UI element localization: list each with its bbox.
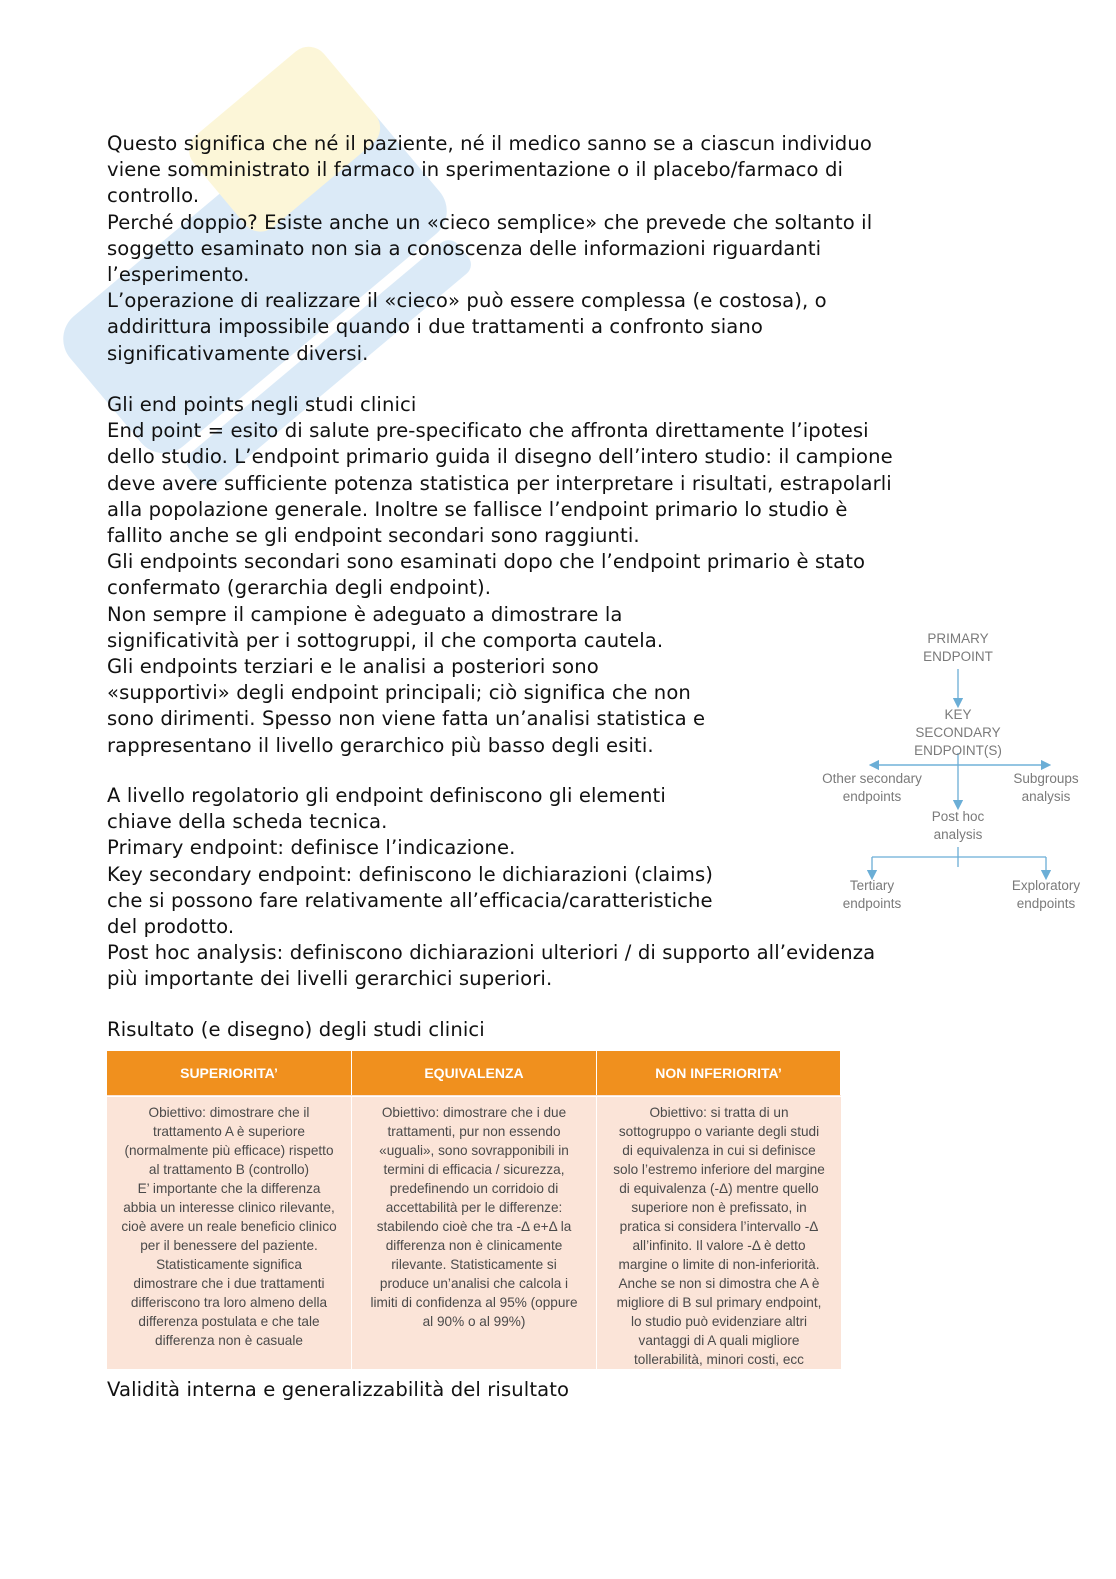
text-line: chiave della scheda tecnica. bbox=[107, 810, 388, 834]
heading-results: Risultato (e disegno) degli studi clinici bbox=[107, 1018, 485, 1041]
text-line: Questo significa che né il paziente, né il medico sanno se a ciascun individuo bbox=[107, 132, 872, 155]
text-line: confermato (gerarchia degli endpoint). bbox=[107, 576, 492, 600]
section-heading: Gli end points negli studi clinici bbox=[107, 393, 417, 416]
cell-line: margine o limite di non-inferiorità. bbox=[618, 1256, 820, 1272]
text-line: Post hoc analysis: definiscono dichiarazioni ulteriori / di supporto all’evidenza bbox=[107, 941, 876, 965]
cell-line: trattamento A è superiore bbox=[153, 1123, 305, 1139]
text-line: dello studio. L’endpoint primario guida il disegno dell’intero studio: il campione bbox=[107, 445, 893, 469]
cell-line: rilevante. Statisticamente si bbox=[391, 1256, 557, 1272]
node-subgroups-1: Subgroups bbox=[1013, 771, 1079, 786]
text-line: L’operazione di realizzare il «cieco» può essere complessa (e costosa), o bbox=[107, 289, 827, 313]
node-other-secondary-2: endpoints bbox=[842, 789, 902, 804]
study-design-table bbox=[107, 1051, 841, 1369]
cell-line: stabilendo cioè che tra -Δ e+Δ la bbox=[376, 1218, 572, 1234]
table-header: EQUIVALENZA bbox=[352, 1051, 597, 1095]
cell-line: termini di efficacia / sicurezza, bbox=[383, 1161, 565, 1177]
cell-line: di equivalenza in cui si definisce bbox=[622, 1142, 816, 1158]
cell-line: al trattamento B (controllo) bbox=[148, 1161, 310, 1177]
cell-line: al 90% o al 99%) bbox=[422, 1313, 526, 1329]
cell-line: Anche se non si dimostra che A è bbox=[618, 1275, 820, 1291]
cell-line: differenza postulata e che tale bbox=[138, 1313, 320, 1329]
text-line: significatività per i sottogruppi, il che comporta cautela. bbox=[107, 628, 664, 652]
cell-line: pratica si considera l’intervallo -Δ bbox=[619, 1218, 819, 1234]
cell-line: differenza non è casuale bbox=[155, 1332, 303, 1348]
text-line: soggetto esaminato non sia a conoscenza delle informazioni riguardanti bbox=[107, 236, 822, 260]
cell-line: differiscono tra loro almeno della bbox=[130, 1294, 328, 1310]
text-line: che si possono fare relativamente all’efficacia/caratteristiche bbox=[107, 888, 713, 912]
cell-line: Statisticamente significa bbox=[156, 1256, 302, 1272]
table-cell-non-inferiority bbox=[597, 1096, 841, 1370]
heading-validity: Validità interna e generalizzabilità del risultato bbox=[107, 1378, 570, 1401]
table-header: SUPERIORITA’ bbox=[107, 1051, 352, 1095]
node-primary-2: ENDPOINT bbox=[923, 649, 993, 664]
node-primary-1: PRIMARY bbox=[927, 631, 989, 646]
table-cell-equivalence bbox=[352, 1096, 597, 1370]
node-key-secondary-2: SECONDARY bbox=[915, 725, 1001, 740]
text-line: l’esperimento. bbox=[107, 263, 250, 287]
text-line: fallito anche se gli endpoint secondari sono raggiunti. bbox=[107, 524, 640, 548]
cell-line: per il benessere del paziente. bbox=[140, 1237, 318, 1253]
cell-line: produce un’analisi che calcola i bbox=[379, 1275, 569, 1291]
cell-line: (normalmente più efficace) rispetto bbox=[124, 1142, 334, 1158]
table-cell-superiority bbox=[107, 1096, 352, 1370]
cell-line: lo studio può evidenziare altri bbox=[630, 1313, 808, 1329]
cell-line: tollerabilità, minori costi, ecc bbox=[634, 1351, 804, 1367]
paragraph-blinding bbox=[107, 131, 872, 367]
text-line: rappresentano il livello gerarchico più basso degli esiti. bbox=[107, 733, 654, 757]
paragraph-regulatory bbox=[107, 783, 875, 993]
text-line: significativamente diversi. bbox=[107, 341, 369, 365]
cell-line: superiore non è prefissato, in bbox=[631, 1199, 807, 1215]
cell-line: differenza non è clinicamente bbox=[385, 1237, 563, 1253]
cell-line: vantaggi di A quali migliore bbox=[638, 1332, 800, 1348]
cell-line: di equivalenza (-Δ) mentre quello bbox=[619, 1180, 819, 1196]
text-line: viene somministrato il farmaco in sperimentazione o il placebo/farmaco di bbox=[107, 158, 844, 182]
text-line: alla popolazione generale. Inoltre se fallisce l’endpoint primario lo studio è bbox=[107, 497, 848, 521]
cell-line: Obiettivo: dimostrare che il bbox=[148, 1104, 310, 1120]
node-tertiary-2: endpoints bbox=[842, 896, 902, 911]
node-tertiary-1: Tertiary bbox=[849, 878, 895, 893]
node-key-secondary-3: ENDPOINT(S) bbox=[914, 743, 1002, 758]
text-line: Perché doppio? Esiste anche un «cieco semplice» che prevede che soltanto il bbox=[107, 210, 873, 234]
node-post-hoc-1: Post hoc bbox=[931, 809, 985, 824]
cell-line: abbia un interesse clinico rilevante, bbox=[123, 1199, 335, 1215]
text-line: del prodotto. bbox=[107, 915, 235, 939]
cell-line: dimostrare che i due trattamenti bbox=[133, 1275, 325, 1291]
cell-line: accettabilità per le differenze: bbox=[385, 1199, 563, 1215]
cell-line: limiti di confidenza al 95% (oppure bbox=[370, 1294, 578, 1310]
text-line: Primary endpoint: definisce l’indicazione. bbox=[107, 836, 516, 860]
text-line: controllo. bbox=[107, 184, 200, 208]
text-line: Non sempre il campione è adeguato a dimostrare la bbox=[107, 602, 623, 626]
node-key-secondary-1: KEY bbox=[944, 707, 972, 722]
text-line: sono dirimenti. Spesso non viene fatta un’analisi statistica e bbox=[107, 707, 706, 731]
node-exploratory-2: endpoints bbox=[1016, 896, 1076, 911]
cell-line: E’ importante che la differenza bbox=[137, 1180, 321, 1196]
text-line: addirittura impossibile quando i due trattamenti a confronto siano bbox=[107, 315, 764, 339]
text-line: «supportivi» degli endpoint principali; ciò significa che non bbox=[107, 681, 691, 705]
cell-line: Obiettivo: dimostrare che i due bbox=[381, 1104, 567, 1120]
text-line: Gli endpoints terziari e le analisi a posteriori sono bbox=[107, 655, 599, 679]
text-line: Gli endpoints secondari sono esaminati dopo che l’endpoint primario è stato bbox=[107, 550, 866, 574]
text-line: più importante dei livelli gerarchici superiori. bbox=[107, 967, 553, 991]
cell-line: Obiettivo: si tratta di un bbox=[649, 1104, 789, 1120]
table-header: NON INFERIORITA’ bbox=[597, 1051, 841, 1095]
node-post-hoc-2: analysis bbox=[933, 827, 983, 842]
endpoint-hierarchy-diagram bbox=[810, 625, 1100, 925]
node-subgroups-2: analysis bbox=[1021, 789, 1071, 804]
cell-line: solo l’estremo inferiore del margine bbox=[613, 1161, 825, 1177]
node-exploratory-1: Exploratory bbox=[1011, 878, 1081, 893]
text-line: A livello regolatorio gli endpoint definiscono gli elementi bbox=[107, 784, 666, 807]
text-line: Key secondary endpoint: definiscono le dichiarazioni (claims) bbox=[107, 862, 713, 886]
cell-line: all’infinito. Il valore -Δ è detto bbox=[632, 1237, 806, 1253]
paragraph-endpoints bbox=[107, 392, 893, 759]
cell-line: predefinendo un corridoio di bbox=[389, 1180, 559, 1196]
text-line: deve avere sufficiente potenza statistica per interpretare i risultati, estrapolarli bbox=[107, 471, 892, 495]
node-other-secondary-1: Other secondary bbox=[822, 771, 922, 786]
text-line: End point = esito di salute pre-specificato che affronta direttamente l’ipotesi bbox=[107, 419, 869, 443]
cell-line: cioè avere un reale beneficio clinico bbox=[121, 1218, 337, 1234]
cell-line: sottogruppo o variante degli studi bbox=[618, 1123, 820, 1139]
cell-line: «uguali», sono sovrapponibili in bbox=[379, 1142, 569, 1158]
cell-line: migliore di B sul primary endpoint, bbox=[616, 1294, 822, 1310]
cell-line: trattamenti, pur non essendo bbox=[387, 1123, 561, 1139]
